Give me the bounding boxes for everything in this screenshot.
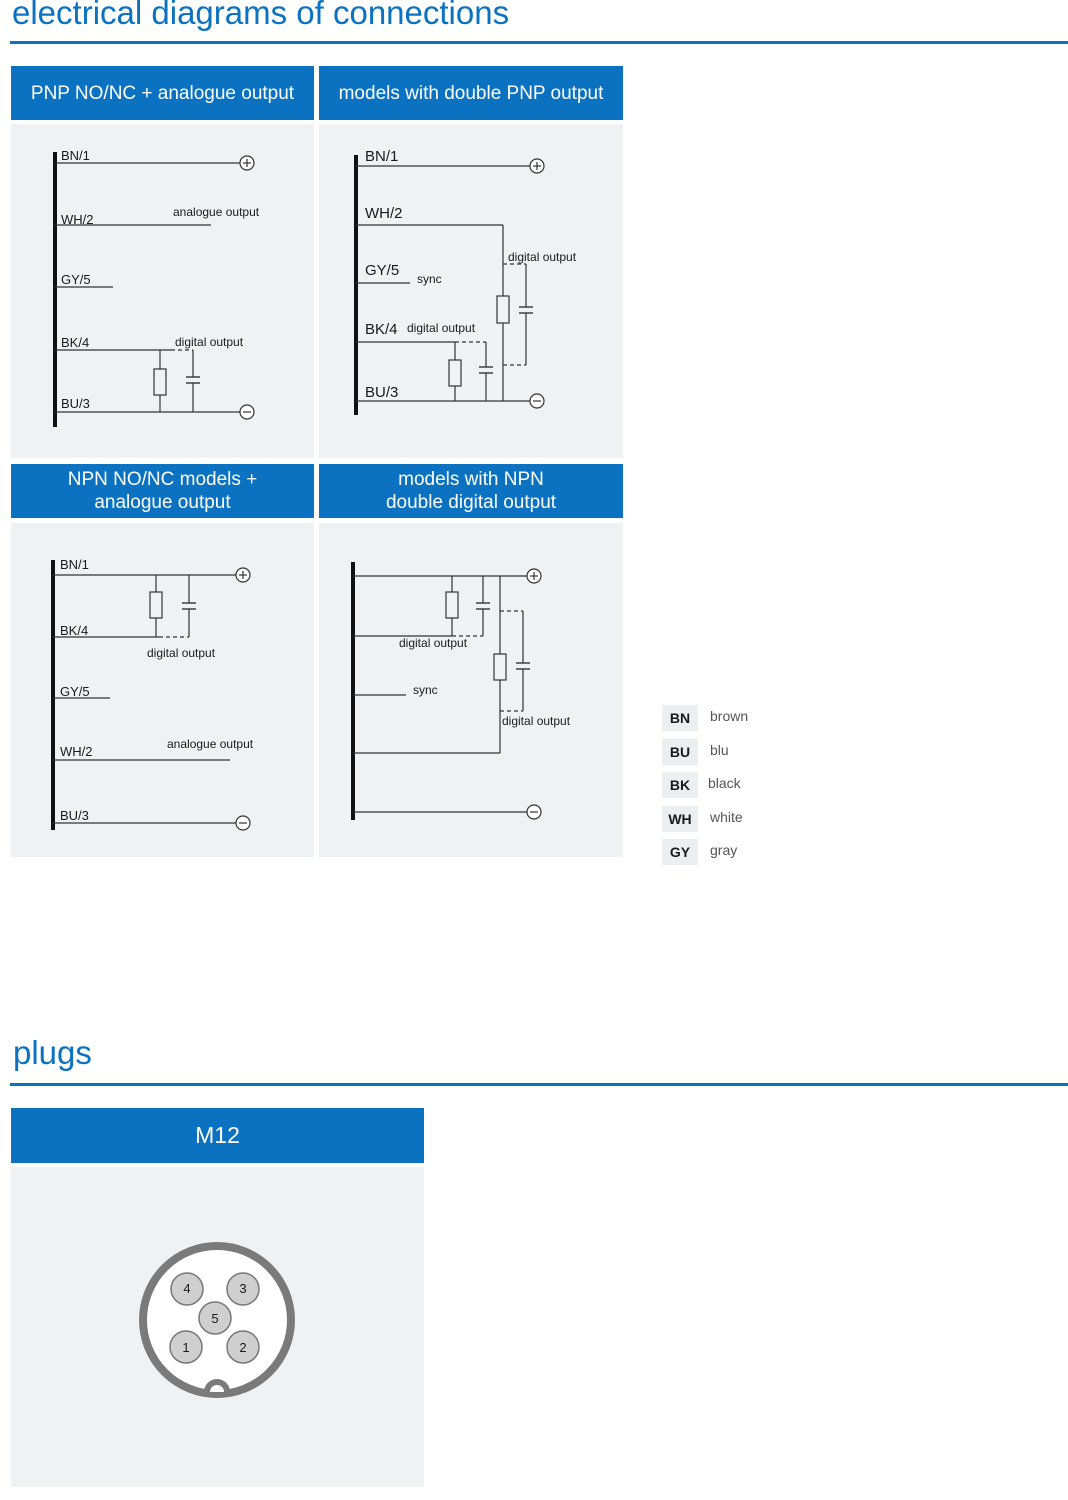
plugs-title-rule <box>10 1083 1068 1086</box>
load-resistor-icon <box>494 654 506 680</box>
wire-label: BN/1 <box>365 148 399 165</box>
legend-name: gray <box>710 842 738 858</box>
panel-double-pnp-header <box>319 66 623 120</box>
pin-label: 2 <box>239 1340 247 1355</box>
legend-code: BK <box>662 772 698 798</box>
electrical-section-title: electrical diagrams of connections <box>12 0 510 31</box>
wire-label: WH/2 <box>61 212 94 227</box>
legend-name: brown <box>710 708 749 724</box>
panel-header-line: double digital output <box>385 492 557 513</box>
pin-label: 3 <box>239 1281 247 1296</box>
m12-plug-header <box>11 1108 424 1163</box>
digital-output-label: digital output <box>147 646 216 660</box>
panel-double-npn-header <box>319 464 623 518</box>
m12-plug-panel <box>11 1167 424 1487</box>
wire-label: GY/5 <box>60 684 90 699</box>
load-resistor-icon <box>154 369 166 395</box>
legend-code: BN <box>662 705 698 731</box>
panel-header-line: models with double PNP output <box>338 82 604 104</box>
electrical-title-rule <box>10 41 1068 44</box>
npn-analogue-wiring-diagram <box>11 523 314 857</box>
wire-label: BU/3 <box>365 384 399 401</box>
load-resistor-icon <box>446 592 458 618</box>
connector-key-notch <box>207 1382 227 1392</box>
pnp-analogue-wiring-diagram <box>11 124 314 458</box>
wire-label: BK/4 <box>365 321 398 338</box>
analogue-output-label: analogue output <box>173 205 260 219</box>
panel-pnp-analogue-header <box>11 66 314 120</box>
m12-connector-face-icon <box>11 1167 424 1487</box>
panel-header-line: models with NPN <box>398 469 544 490</box>
panel-double-npn-diagram <box>319 523 623 857</box>
panel-header-line: analogue output <box>94 492 231 513</box>
wire-label: GY/5 <box>61 272 91 287</box>
pin-label: 5 <box>211 1311 219 1326</box>
digital-output-label: digital output <box>399 636 468 650</box>
wire-label: WH/2 <box>365 205 403 222</box>
panel-npn-analogue-header <box>11 464 314 518</box>
wire-label: BU/3 <box>61 396 90 411</box>
panel-header-line: M12 <box>195 1122 240 1148</box>
digital-output-label: digital output <box>175 335 244 349</box>
pin-label: 4 <box>183 1281 191 1296</box>
wire-label: BN/1 <box>61 148 90 163</box>
wire-label: GY/5 <box>365 262 400 279</box>
wire-label: BK/4 <box>60 623 89 638</box>
panel-header-line: NPN NO/NC models + <box>67 469 258 490</box>
double-pnp-wiring-diagram <box>319 124 623 458</box>
load-resistor-icon <box>150 592 162 618</box>
legend-name: black <box>708 775 741 791</box>
legend-name: blu <box>710 742 729 758</box>
analogue-output-label: analogue output <box>167 737 254 751</box>
legend-code: BU <box>662 739 698 765</box>
panel-double-pnp-diagram <box>319 124 623 458</box>
load-resistor-icon <box>497 296 509 323</box>
wire-label: BN/1 <box>60 557 89 572</box>
wire-label: WH/2 <box>60 744 93 759</box>
load-resistor-icon <box>449 360 461 386</box>
sync-label: sync <box>413 683 438 697</box>
wire-label: BK/4 <box>61 335 90 350</box>
legend-name: white <box>710 809 743 825</box>
panel-npn-analogue-diagram <box>11 523 314 857</box>
panel-pnp-analogue-diagram <box>11 124 314 458</box>
digital-output-label: digital output <box>502 714 571 728</box>
pin-label: 1 <box>182 1340 190 1355</box>
double-npn-wiring-diagram <box>319 523 623 857</box>
wire-label: BU/3 <box>60 808 89 823</box>
legend-code: GY <box>662 839 698 865</box>
digital-output-label: digital output <box>508 250 577 264</box>
sync-label: sync <box>417 272 442 286</box>
panel-header-line: PNP NO/NC + analogue output <box>30 82 295 104</box>
plugs-section-title: plugs <box>13 1034 92 1071</box>
legend-code: WH <box>662 806 698 832</box>
digital-output-label: digital output <box>407 321 476 335</box>
